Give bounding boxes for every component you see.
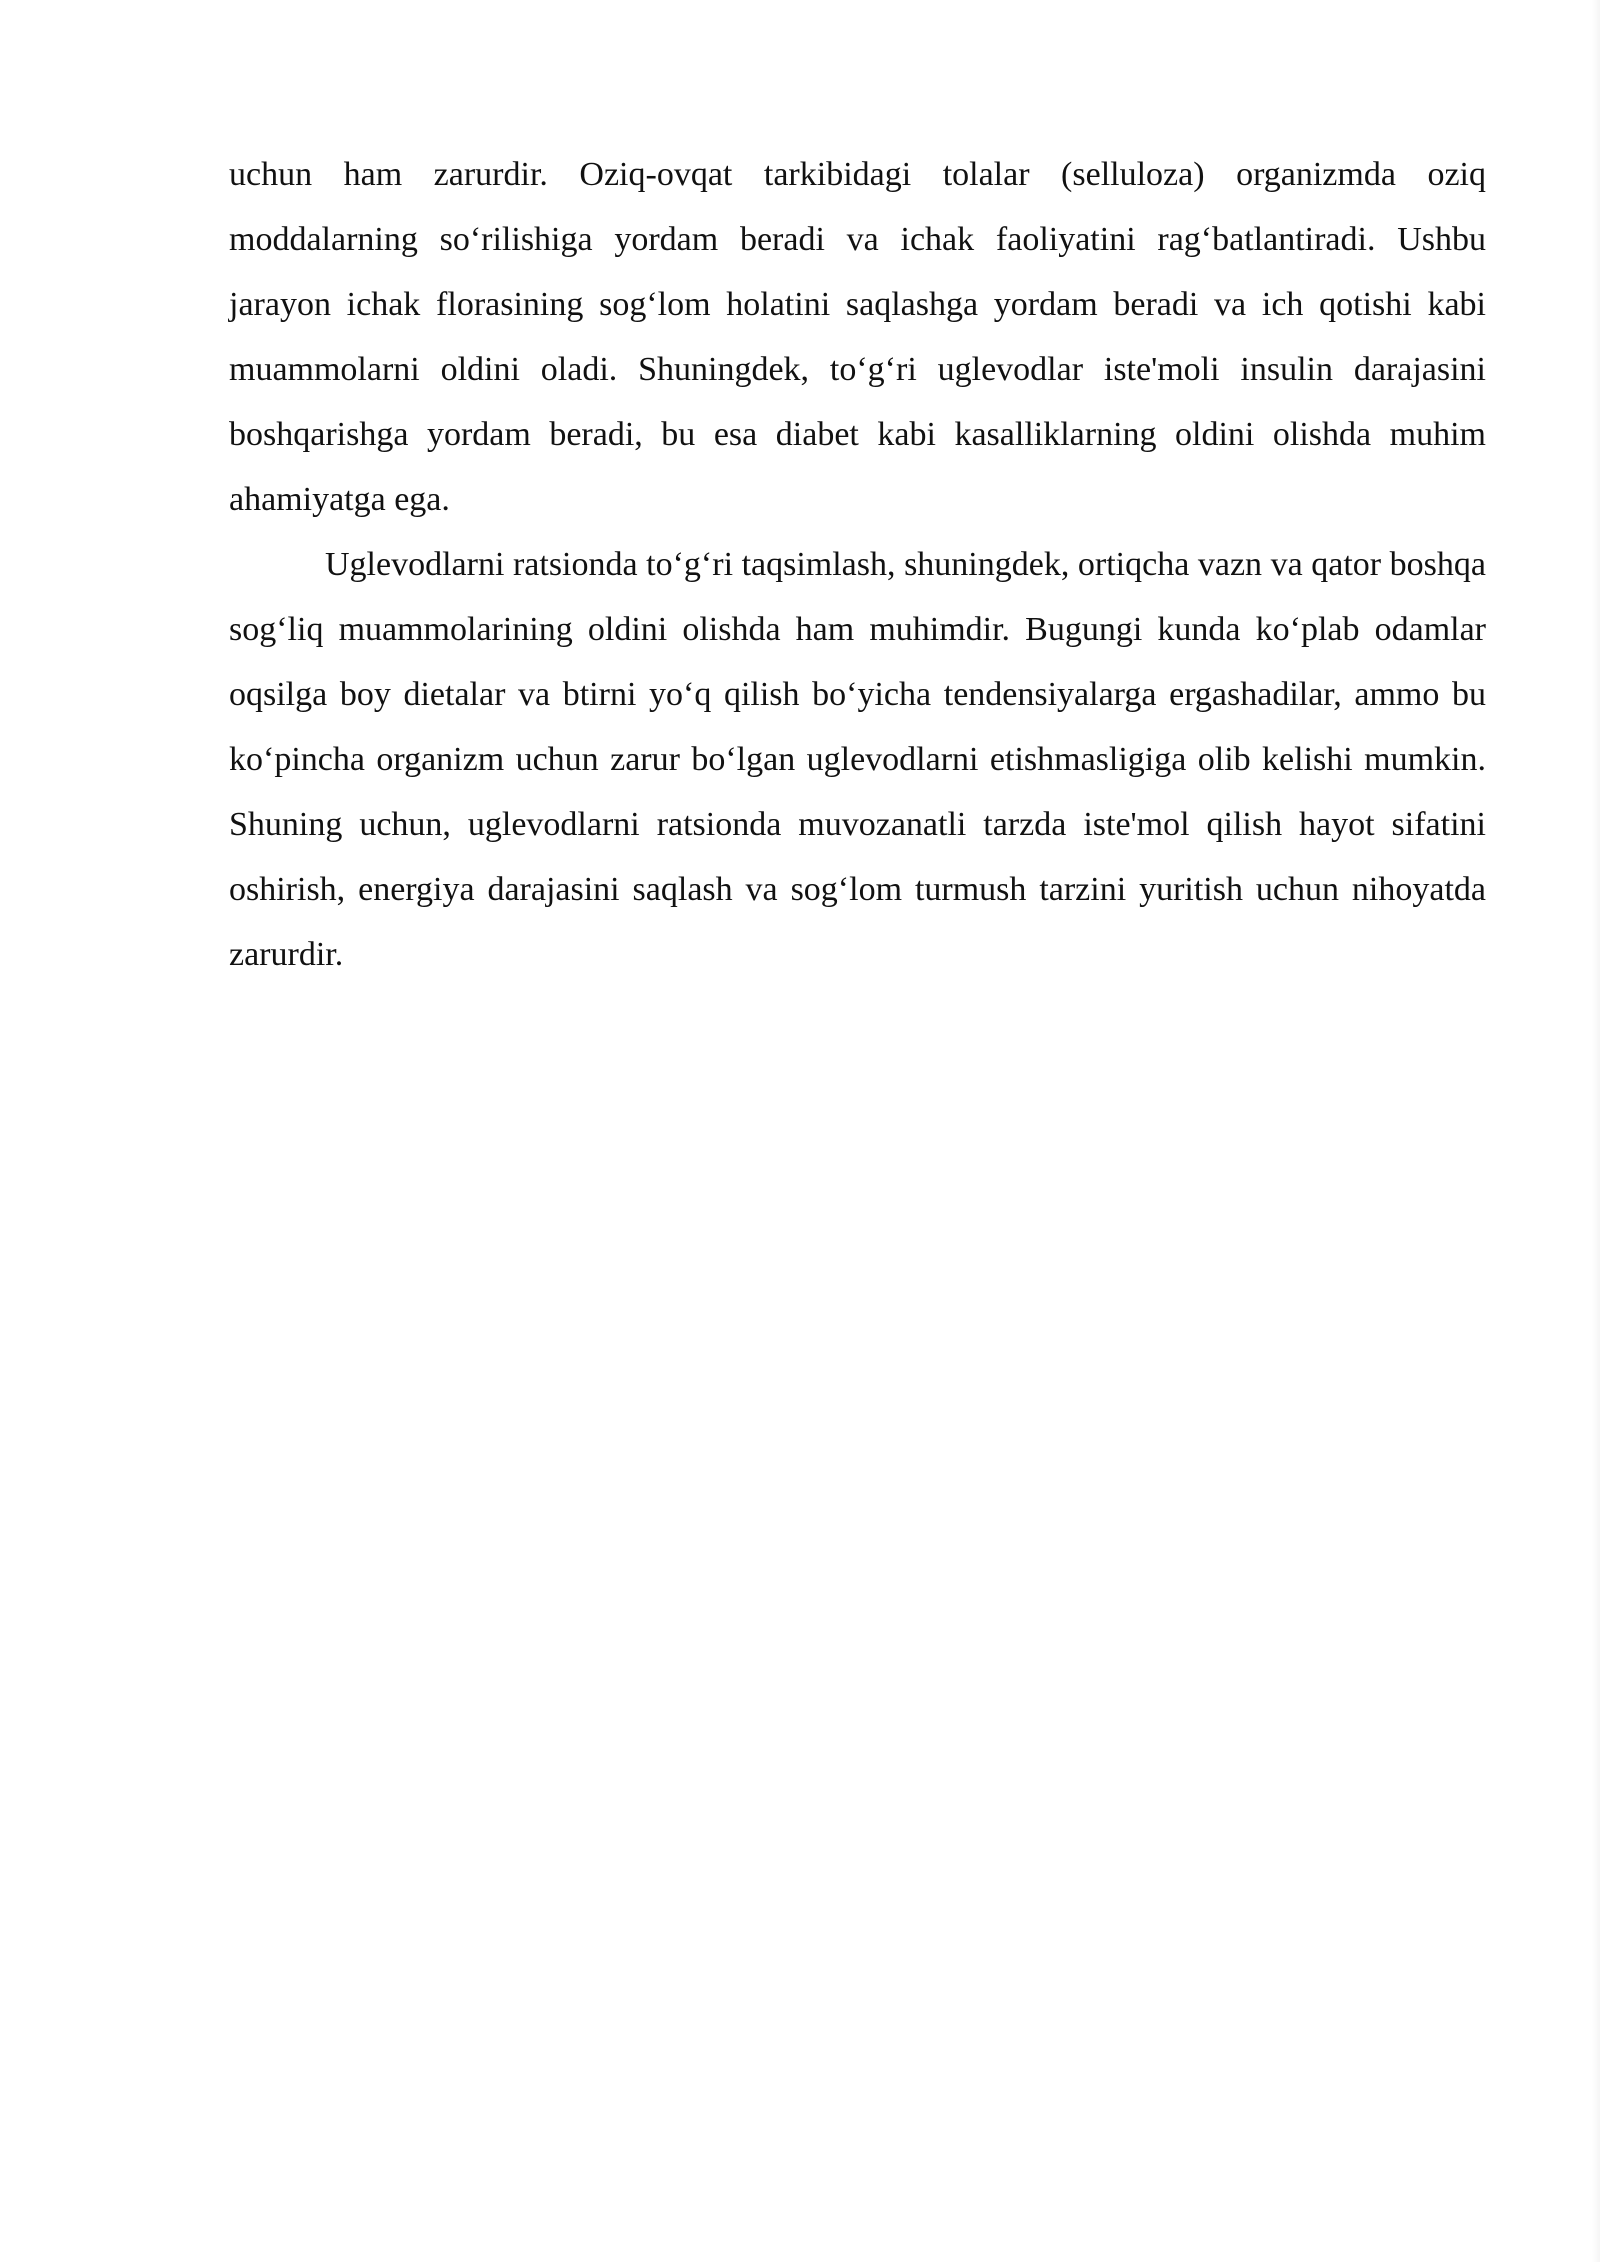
paragraph-continuation: uchun ham zarurdir. Oziq-ovqat tarkibidagi tolalar (selluloza) organizmda oziq moddalarning so‘rilishiga yordam beradi va ichak faoliyatini rag‘batlantiradi. Ushbu jarayon ichak florasining sog‘lom holatini saqlashga yordam beradi va ich qotishi kabi muammolarni oldini oladi. Shuningdek, to‘g‘ri uglevodlar iste'moli insulin darajasini boshqarishga yordam beradi, bu esa diabet kabi kasalliklarning oldini olishda muhim ahamiyatga ega. [229,156,1486,518]
page-edge-shadow [1592,0,1600,2262]
body-text [229,142,1486,987]
paragraph-indented: Uglevodlarni ratsionda to‘g‘ri taqsimlash, shuningdek, ortiqcha vazn va qator boshqa sog‘liq muammolarining oldini olishda ham muhimdir. Bugungi kunda ko‘plab odamlar oqsilga boy dietalar va btirni yo‘q qilish bo‘yicha tendensiyalarga ergashadilar, ammo bu ko‘pincha organizm uchun zarur bo‘lgan uglevodlarni etishmasligiga olib kelishi mumkin. Shuning uchun, uglevodlarni ratsionda muvozanatli tarzda iste'mol qilish hayot sifatini oshirish, energiya darajasini saqlash va sog‘lom turmush tarzini yuritish uchun nihoyatda zarurdir. [229,546,1486,973]
